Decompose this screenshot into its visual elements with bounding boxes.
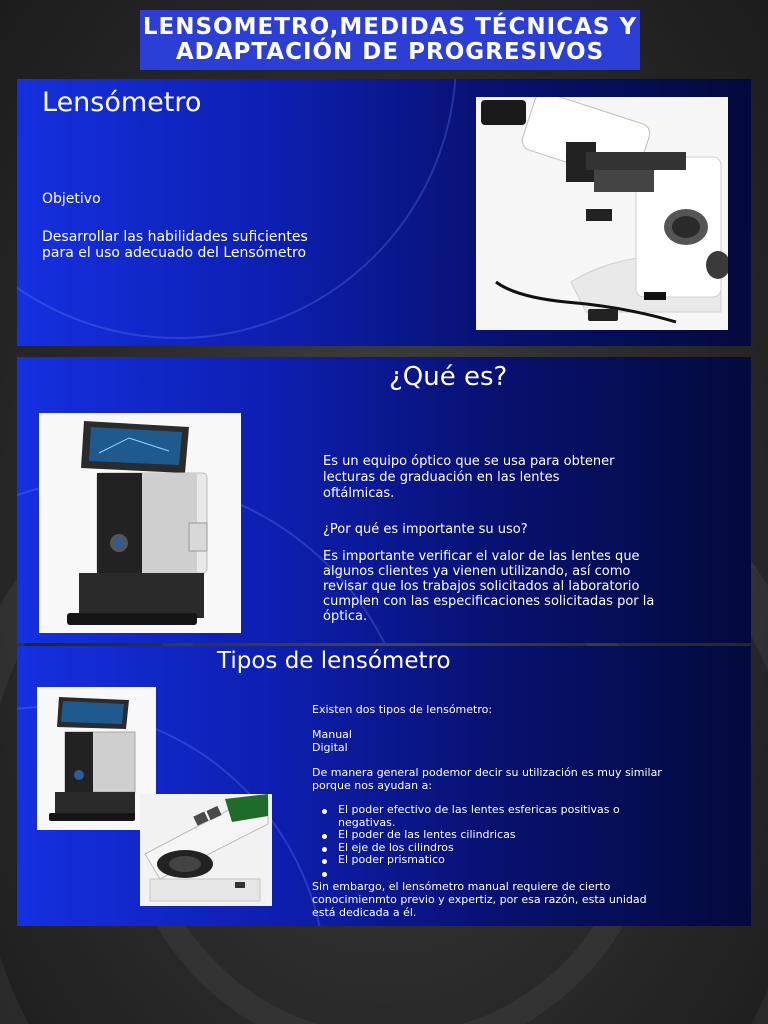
slide-swoosh bbox=[17, 79, 457, 339]
list-item: El eje de los cilindros bbox=[312, 842, 620, 855]
type-digital: Digital bbox=[312, 741, 348, 754]
title-line-1: LENSOMETRO,MEDIDAS TÉCNICAS Y bbox=[142, 14, 638, 40]
digital-lensometer-photo-small bbox=[37, 687, 156, 830]
manual-lensometer-photo-small bbox=[140, 794, 272, 906]
document-title bbox=[140, 10, 640, 70]
importance-line-4: cumplen con las especificaciones solicitadas por la bbox=[323, 594, 655, 609]
manual-lensometer-image bbox=[476, 97, 728, 330]
definition-line-2: lecturas de graduación en las lentes bbox=[323, 470, 560, 485]
importance-line-5: óptica. bbox=[323, 609, 368, 624]
general-line-2: porque nos ayudan a: bbox=[312, 779, 433, 792]
slide-title: ¿Qué es? bbox=[389, 362, 508, 392]
slide-tipos bbox=[17, 646, 751, 926]
general-line-1: De manera general podemor decir su utilización es muy similar bbox=[312, 766, 662, 779]
list-item: El poder efectivo de las lentes esfericas positivas o bbox=[312, 804, 620, 817]
slide-que-es bbox=[17, 357, 751, 643]
title-line-2: ADAPTACIÓN DE PROGRESIVOS bbox=[175, 39, 605, 65]
list-item-continuation: negativas. bbox=[338, 815, 396, 829]
uses-list bbox=[312, 804, 620, 879]
objective-label: Objetivo bbox=[42, 191, 101, 207]
objective-text-line-1: Desarrollar las habilidades suficientes bbox=[42, 229, 308, 245]
digital-lensometer-image bbox=[37, 687, 156, 830]
closing-line-2: conocimienmto previo y expertiz, por esa razón, esta unidad bbox=[312, 893, 647, 906]
manual-lensometer-image bbox=[140, 794, 272, 906]
list-item: El poder prismatico bbox=[312, 854, 620, 867]
slide-lensometro bbox=[17, 79, 751, 346]
slide-title: Lensómetro bbox=[42, 87, 202, 118]
list-item-empty bbox=[312, 867, 620, 880]
digital-lensometer-image bbox=[39, 413, 241, 633]
manual-lensometer-photo bbox=[476, 97, 728, 330]
objective-text-line-2: para el uso adecuado del Lensómetro bbox=[42, 245, 307, 261]
closing-line-3: está dedicada a él. bbox=[312, 906, 417, 919]
importance-question: ¿Por qué es importante su uso? bbox=[323, 522, 528, 537]
importance-line-2: algunos clientes ya vienen utilizando, así como bbox=[323, 564, 631, 579]
types-intro: Existen dos tipos de lensómetro: bbox=[312, 703, 493, 716]
importance-line-1: Es importante verificar el valor de las lentes que bbox=[323, 549, 640, 564]
definition-line-1: Es un equipo óptico que se usa para obtener bbox=[323, 454, 615, 469]
closing-line-1: Sin embargo, el lensómetro manual requiere de cierto bbox=[312, 880, 611, 893]
type-manual: Manual bbox=[312, 728, 352, 741]
list-item: El poder de las lentes cilindricas bbox=[312, 829, 620, 842]
definition-line-3: oftálmicas. bbox=[323, 486, 395, 501]
slide-title: Tipos de lensómetro bbox=[217, 648, 451, 674]
importance-line-3: revisar que los trabajos solicitados al laboratorio bbox=[323, 579, 640, 594]
digital-lensometer-photo bbox=[39, 413, 241, 633]
